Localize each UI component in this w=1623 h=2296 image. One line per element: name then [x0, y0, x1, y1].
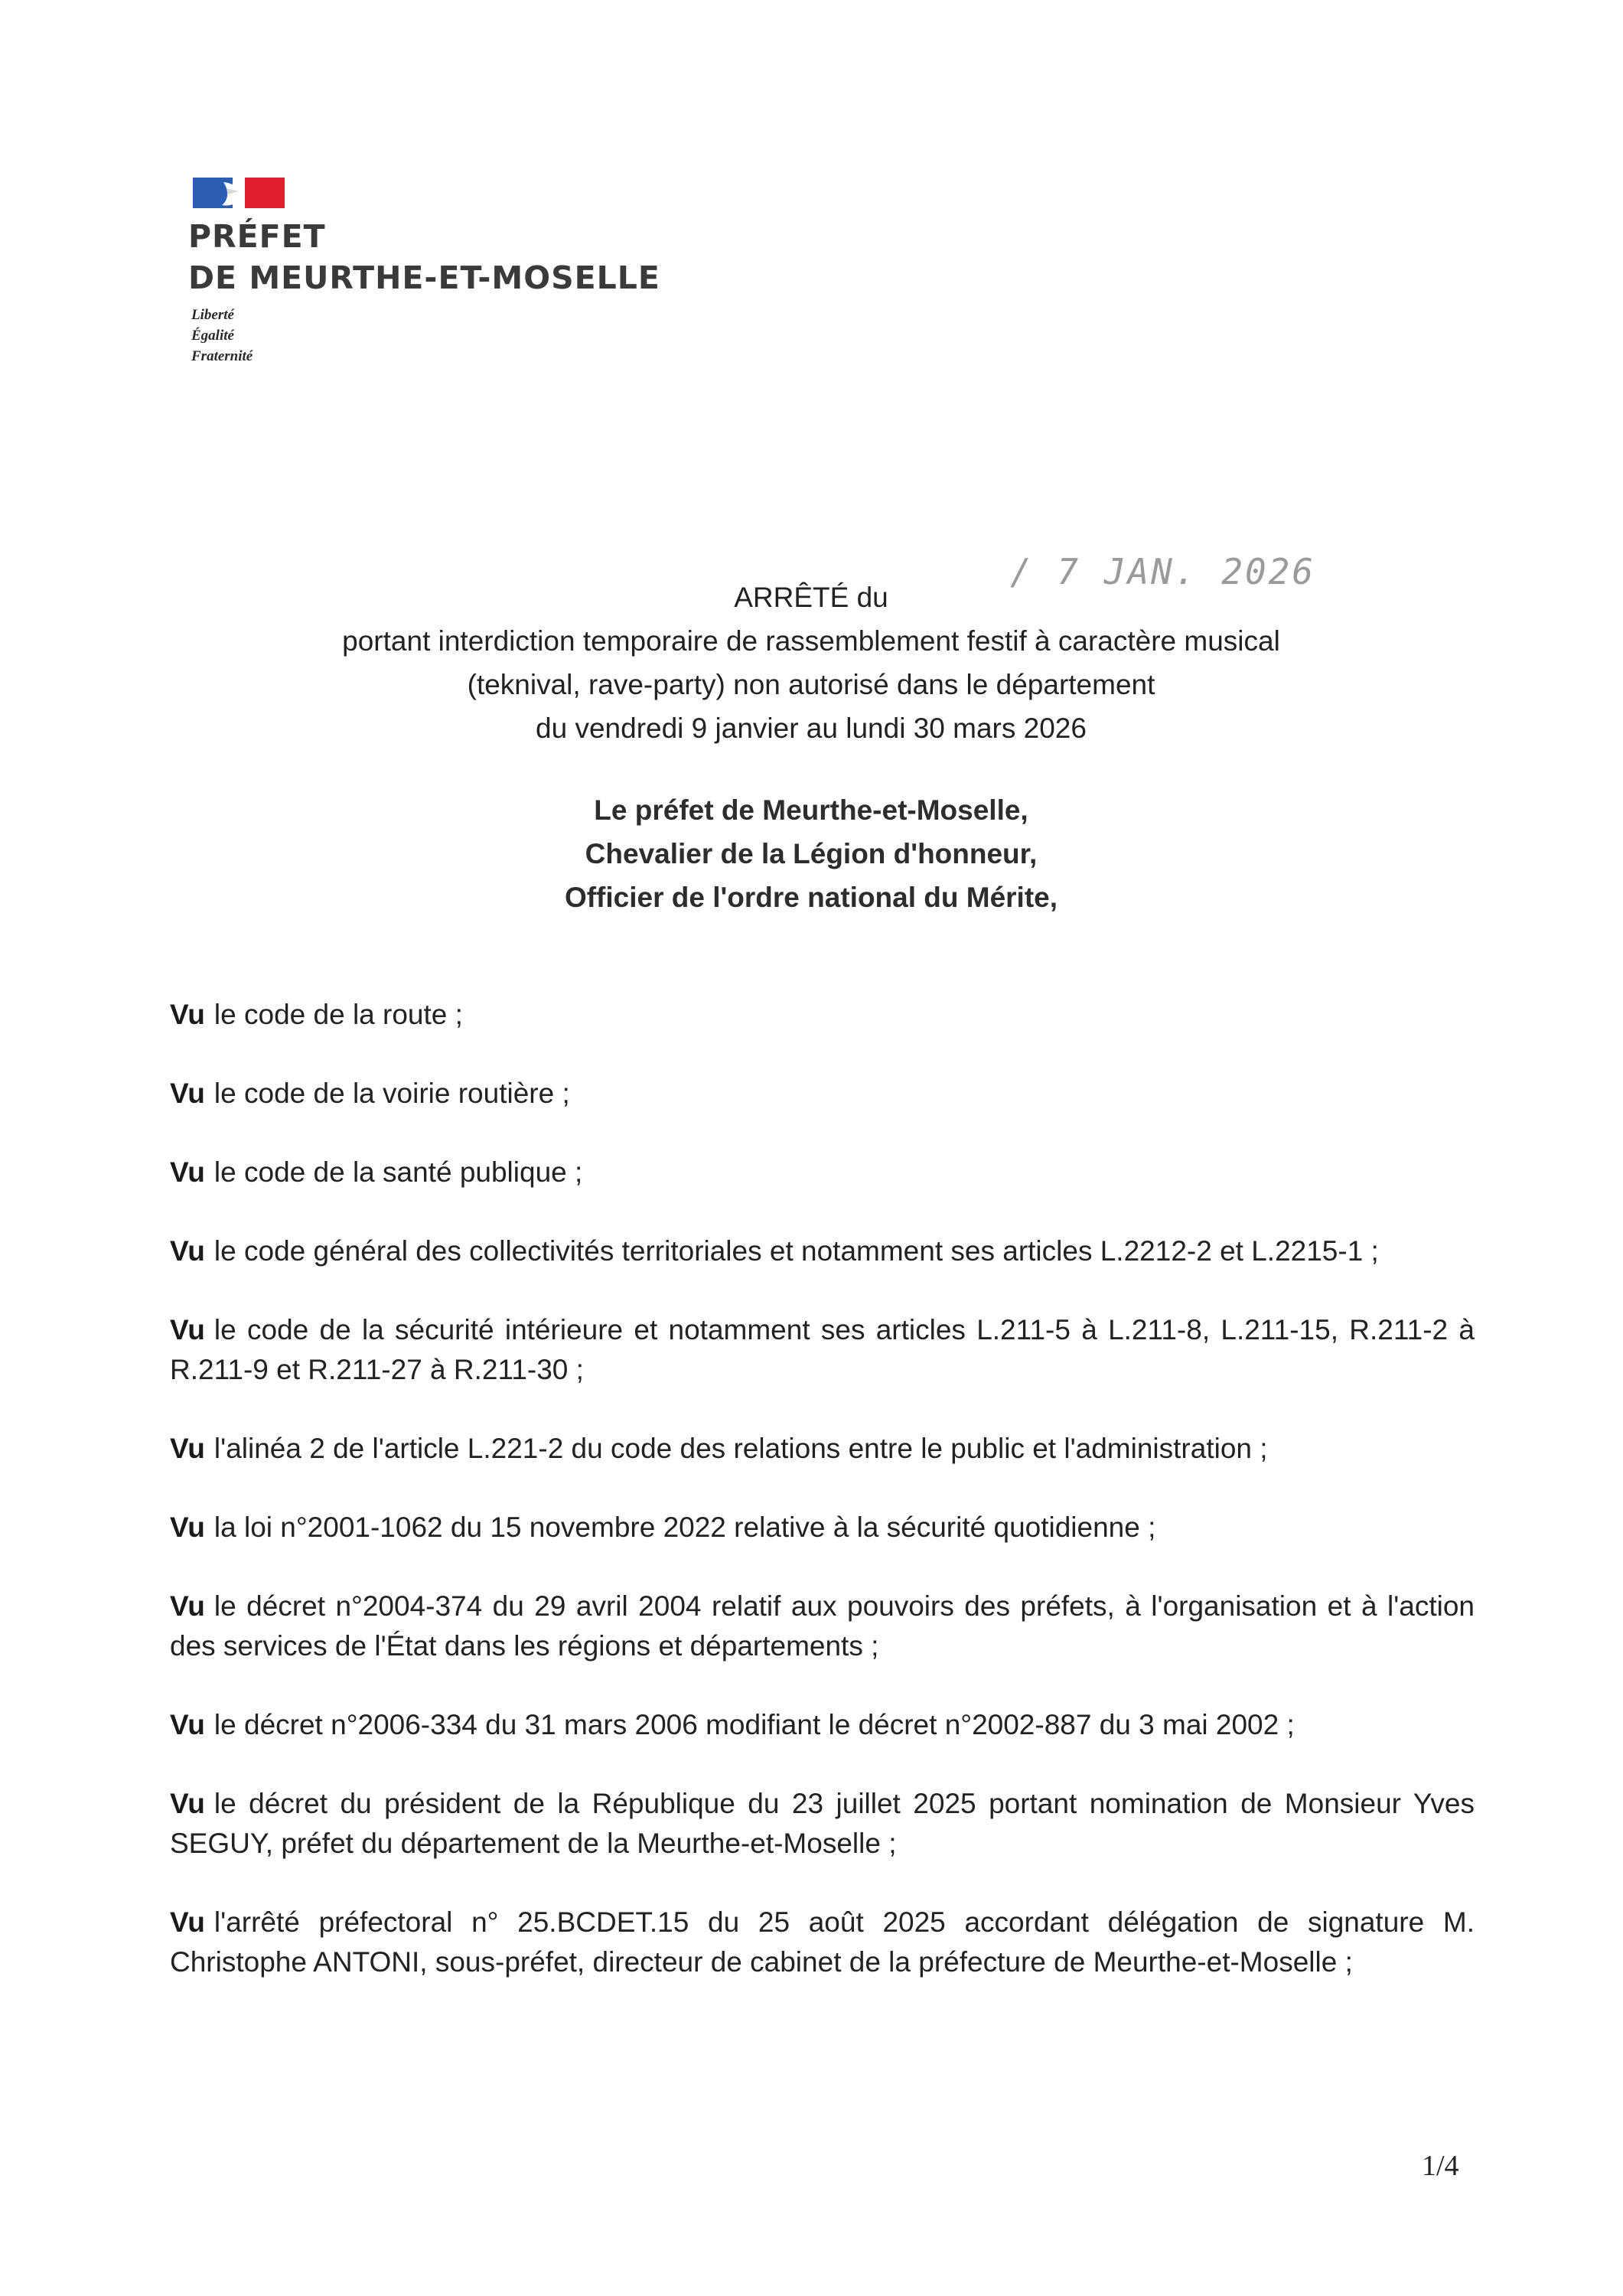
motto-line: Égalité: [191, 328, 234, 344]
visa-text: le code de la route ;: [213, 999, 463, 1030]
visa-text: le décret du président de la République du 23 juillet 2025 portant nomination de Monsieur Yves SEGUY, préfet du département de la Meurthe-et-Moselle ;: [170, 1788, 1475, 1859]
visa-text: l'alinéa 2 de l'article L.221-2 du code des relations entre le public et l'administration ;: [213, 1433, 1268, 1464]
visa-item: [170, 1310, 1475, 1390]
visa-item: [170, 1903, 1475, 1982]
visa-text: le code général des collectivités territoriales et notamment ses articles L.2212-2 et L.2215-1 ;: [213, 1235, 1379, 1267]
visa-prefix: Vu: [170, 1512, 205, 1543]
visa-prefix: Vu: [170, 1906, 205, 1938]
visa-prefix: Vu: [170, 999, 205, 1030]
page-number: 1/4: [1422, 2150, 1459, 2182]
institution-line: PRÉFET: [188, 218, 326, 255]
visas-list: [170, 995, 1475, 2021]
marianne-logo: [193, 178, 285, 208]
visa-prefix: Vu: [170, 1590, 205, 1622]
motto-line: Fraternité: [191, 348, 253, 364]
visa-prefix: Vu: [170, 1433, 205, 1464]
visa-text: le décret n°2006-334 du 31 mars 2006 modifiant le décret n°2002-887 du 3 mai 2002 ;: [213, 1709, 1295, 1740]
title-line: portant interdiction temporaire de rassemblement festif à caractère musical: [342, 625, 1280, 657]
visa-text: le code de la voirie routière ;: [213, 1078, 570, 1109]
authority-block: [184, 788, 1439, 919]
visa-item: [170, 1074, 1475, 1114]
visa-item: [170, 1231, 1475, 1271]
republic-motto: [191, 305, 253, 367]
visa-item: [170, 1153, 1475, 1192]
authority-line: Le préfet de Meurthe-et-Moselle,: [594, 794, 1028, 826]
visa-prefix: Vu: [170, 1156, 205, 1188]
title-line: (teknival, rave-party) non autorisé dans le département: [467, 669, 1155, 700]
visa-text: l'arrêté préfectoral n° 25.BCDET.15 du 25 août 2025 accordant délégation de signature M. Christophe ANTONI, sous-préfet, directeur de cabinet de la préfecture de Meurthe-et-Moselle ;: [170, 1906, 1475, 1978]
title-line: du vendredi 9 janvier au lundi 30 mars 2026: [536, 713, 1087, 744]
visa-item: [170, 1429, 1475, 1469]
visa-text: le décret n°2004-374 du 29 avril 2004 relatif aux pouvoirs des préfets, à l'organisation et à l'action des services de l'État dans les régions et départements ;: [170, 1590, 1475, 1662]
decree-title: [184, 576, 1439, 750]
visa-prefix: Vu: [170, 1709, 205, 1740]
title-line: ARRÊTÉ du: [734, 582, 888, 613]
visa-text: le code de la sécurité intérieure et notamment ses articles L.211-5 à L.211-8, L.211-15, R.211-2 à R.211-9 et R.211-27 à R.211-30 ;: [170, 1314, 1475, 1385]
visa-item: [170, 1784, 1475, 1864]
date-stamp: / 7 JAN. 2026: [1010, 551, 1316, 592]
visa-prefix: Vu: [170, 1788, 205, 1819]
visa-item: [170, 1705, 1475, 1745]
authority-line: Chevalier de la Légion d'honneur,: [585, 838, 1038, 869]
authority-line: Officier de l'ordre national du Mérite,: [564, 882, 1058, 913]
visa-text: le code de la santé publique ;: [213, 1156, 583, 1188]
institution-name: [188, 216, 660, 298]
visa-item: [170, 1587, 1475, 1666]
visa-prefix: Vu: [170, 1235, 205, 1267]
institution-line: DE MEURTHE-ET-MOSELLE: [188, 259, 660, 296]
visa-prefix: Vu: [170, 1314, 205, 1345]
visa-item: [170, 1508, 1475, 1548]
visa-text: la loi n°2001-1062 du 15 novembre 2022 relative à la sécurité quotidienne ;: [213, 1512, 1156, 1543]
visa-item: [170, 995, 1475, 1035]
visa-prefix: Vu: [170, 1078, 205, 1109]
motto-line: Liberté: [191, 307, 234, 323]
